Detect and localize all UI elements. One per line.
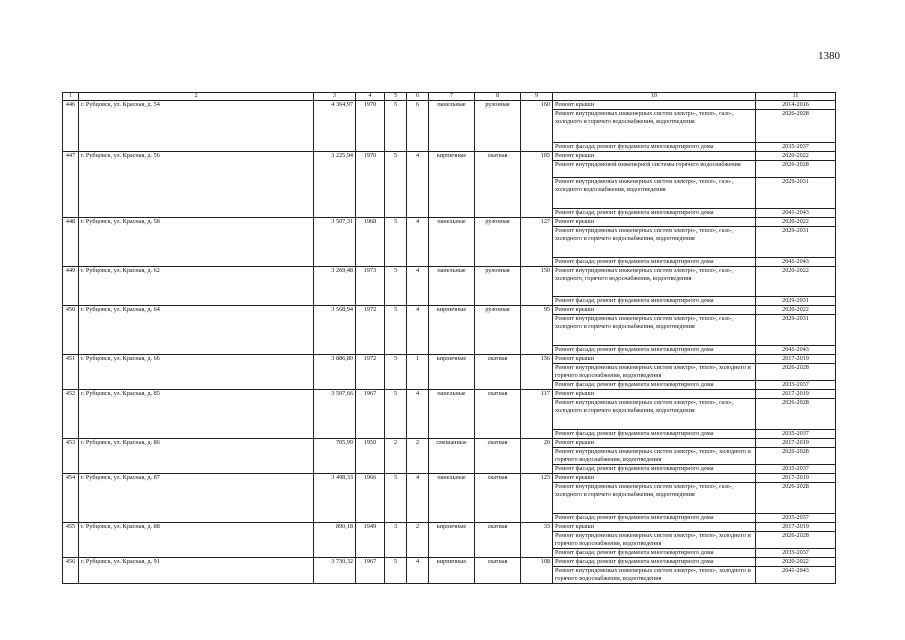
year-cell: 1950 (356, 439, 385, 474)
housing-register-table (62, 92, 836, 584)
repair-period-cell: 2020-2022 (756, 152, 836, 161)
repair-period-cell: 2029-2031 (756, 315, 836, 346)
address-cell: г. Рубцовск, ул. Красная, д. 58 (79, 218, 314, 267)
row-number-cell: 450 (63, 306, 79, 355)
address-cell: г. Рубцовск, ул. Красная, д. 86 (79, 439, 314, 474)
repair-work-cell: Ремонт крыши (553, 439, 756, 448)
repair-work-cell: Ремонт фасада; ремонт фундамента многоквартирного дома (553, 143, 756, 152)
header-cell: 3 (314, 93, 356, 101)
entrances-cell: 4 (407, 390, 429, 439)
floors-cell: 5 (385, 218, 407, 267)
apartments-cell: 127 (521, 218, 553, 267)
repair-period-cell: 2041-2043 (756, 567, 836, 584)
repair-period-cell: 2035-2037 (756, 514, 836, 523)
area-cell: 3 507,31 (314, 218, 356, 267)
area-cell: 3 225,94 (314, 152, 356, 218)
year-cell: 1967 (356, 390, 385, 439)
table-row (63, 474, 836, 483)
repair-period-cell: 2017-2019 (756, 523, 836, 532)
repair-work-cell: Ремонт крыши (553, 355, 756, 364)
repair-work-cell: Ремонт крыши (553, 523, 756, 532)
address-cell: г. Рубцовск, ул. Красная, д. 54 (79, 101, 314, 152)
row-number-cell: 455 (63, 523, 79, 558)
apartments-cell: 160 (521, 101, 553, 152)
header-cell: 9 (521, 93, 553, 101)
page-number: 1380 (818, 50, 840, 62)
address-cell: г. Рубцовск, ул. Красная, д. 85 (79, 390, 314, 439)
repair-period-cell: 2017-2019 (756, 439, 836, 448)
entrances-cell: 6 (407, 101, 429, 152)
row-number-cell: 448 (63, 218, 79, 267)
apartments-cell: 20 (521, 439, 553, 474)
repair-work-cell: Ремонт внутридомовых инженерных систем электро-, тепло-, холодного и горячего водоснабжения, водоотведения (553, 364, 756, 381)
header-cell: 11 (756, 93, 836, 101)
address-cell: г. Рубцовск, ул. Красная, д. 56 (79, 152, 314, 218)
header-cell: 6 (407, 93, 429, 101)
repair-period-cell: 2041-2043 (756, 209, 836, 218)
repair-period-cell: 2035-2037 (756, 430, 836, 439)
header-cell: 8 (475, 93, 521, 101)
repair-period-cell: 2017-2019 (756, 474, 836, 483)
header-cell: 2 (79, 93, 314, 101)
area-cell: 4 364,97 (314, 101, 356, 152)
address-cell: г. Рубцовск, ул. Красная, д. 91 (79, 558, 314, 584)
repair-period-cell: 2029-2031 (756, 227, 836, 258)
walls-material-cell: кирпичные (429, 306, 475, 355)
area-cell: 705,99 (314, 439, 356, 474)
row-number-cell: 451 (63, 355, 79, 390)
year-cell: 1949 (356, 523, 385, 558)
year-cell: 1966 (356, 474, 385, 523)
table-row (63, 218, 836, 227)
apartments-cell: 95 (521, 306, 553, 355)
repair-period-cell: 2035-2037 (756, 143, 836, 152)
repair-work-cell: Ремонт фасада; ремонт фундамента многоквартирного дома (553, 297, 756, 306)
roof-type-cell: скатная (475, 439, 521, 474)
apartments-cell: 156 (521, 355, 553, 390)
repair-work-cell: Ремонт фасада; ремонт фундамента многоквартирного дома (553, 430, 756, 439)
entrances-cell: 4 (407, 558, 429, 584)
repair-work-cell: Ремонт внутридомовых инженерных систем электро-, тепло-, газо-, холодного и горячего водоснабжения, водоотведения (553, 110, 756, 143)
entrances-cell: 4 (407, 152, 429, 218)
repair-period-cell: 2035-2037 (756, 549, 836, 558)
column-number-header-row (63, 93, 836, 101)
walls-material-cell: панельные (429, 101, 475, 152)
address-cell: г. Рубцовск, ул. Красная, д. 87 (79, 474, 314, 523)
row-number-cell: 452 (63, 390, 79, 439)
table-body (63, 93, 836, 584)
entrances-cell: 4 (407, 267, 429, 306)
repair-period-cell: 2020-2022 (756, 218, 836, 227)
table-row (63, 101, 836, 110)
year-cell: 1968 (356, 218, 385, 267)
repair-work-cell: Ремонт фасада; ремонт фундамента многоквартирного дома (553, 465, 756, 474)
year-cell: 1973 (356, 267, 385, 306)
repair-work-cell: Ремонт внутридомовой инженерной системы горячего водоснабжения (553, 161, 756, 178)
repair-work-cell: Ремонт внутридомовых инженерных систем электро-, тепло-, газо-, холодного и горячего водоснабжения, водоотведения (553, 315, 756, 346)
table-row (63, 355, 836, 364)
address-cell: г. Рубцовск, ул. Красная, д. 88 (79, 523, 314, 558)
apartments-cell: 123 (521, 474, 553, 523)
repair-work-cell: Ремонт внутридомовых инженерных систем электро-, тепло-, холодного и горячего водоснабжения, водоотведения (553, 567, 756, 584)
entrances-cell: 2 (407, 439, 429, 474)
row-number-cell: 454 (63, 474, 79, 523)
table-row (63, 390, 836, 399)
roof-type-cell: рулонная (475, 218, 521, 267)
repair-period-cell: 2029-2031 (756, 297, 836, 306)
repair-period-cell: 2017-2019 (756, 390, 836, 399)
repair-period-cell: 2035-2037 (756, 465, 836, 474)
repair-work-cell: Ремонт фасада; ремонт фундамента многоквартирного дома (553, 381, 756, 390)
row-number-cell: 456 (63, 558, 79, 584)
repair-period-cell: 2026-2028 (756, 110, 836, 143)
apartments-cell: 117 (521, 390, 553, 439)
repair-period-cell: 2035-2037 (756, 381, 836, 390)
roof-type-cell: скатная (475, 152, 521, 218)
repair-work-cell: Ремонт внутридомовых инженерных систем электро-, тепло-, газо-, холодного, горячего водоснабжения, водоотведения (553, 267, 756, 297)
roof-type-cell: скатная (475, 355, 521, 390)
walls-material-cell: кирпичные (429, 558, 475, 584)
floors-cell: 5 (385, 152, 407, 218)
row-number-cell: 453 (63, 439, 79, 474)
header-cell: 5 (385, 93, 407, 101)
repair-work-cell: Ремонт внутридомовых инженерных систем электро-, тепло-, газо-, холодного водоснабжения, водоотведения (553, 178, 756, 209)
area-cell: 890,18 (314, 523, 356, 558)
repair-period-cell: 2041-2043 (756, 346, 836, 355)
repair-work-cell: Ремонт внутридомовых инженерных систем электро-, тепло-, газо-, холодного и горячего водоснабжения, водоотведения (553, 227, 756, 258)
repair-period-cell: 2020-2022 (756, 267, 836, 297)
row-number-cell: 447 (63, 152, 79, 218)
entrances-cell: 1 (407, 355, 429, 390)
walls-material-cell: панельные (429, 474, 475, 523)
floors-cell: 2 (385, 439, 407, 474)
repair-work-cell: Ремонт фасада; ремонт фундамента многоквартирного дома (553, 514, 756, 523)
repair-period-cell: 2026-2028 (756, 399, 836, 430)
header-cell: 7 (429, 93, 475, 101)
repair-work-cell: Ремонт фасада; ремонт фундамента многоквартирного дома (553, 258, 756, 267)
table-row (63, 558, 836, 567)
repair-work-cell: Ремонт фасада; ремонт фундамента многоквартирного дома (553, 346, 756, 355)
year-cell: 1970 (356, 101, 385, 152)
repair-work-cell: Ремонт внутридомовых инженерных систем электро-, тепло-, газо-, холодного и горячего водоснабжения, водоотведения (553, 483, 756, 514)
year-cell: 1967 (356, 558, 385, 584)
roof-type-cell: скатная (475, 474, 521, 523)
header-cell: 4 (356, 93, 385, 101)
floors-cell: 5 (385, 474, 407, 523)
roof-type-cell: скатная (475, 390, 521, 439)
repair-work-cell: Ремонт внутридомовых инженерных систем электро-, тепло-, газо-, холодного и горячего водоснабжения, водоотведения (553, 399, 756, 430)
floors-cell: 5 (385, 267, 407, 306)
repair-work-cell: Ремонт крыши (553, 218, 756, 227)
repair-work-cell: Ремонт фасада; ремонт фундамента многоквартирного дома (553, 558, 756, 567)
row-number-cell: 449 (63, 267, 79, 306)
walls-material-cell: панельные (429, 390, 475, 439)
area-cell: 3 269,48 (314, 267, 356, 306)
address-cell: г. Рубцовск, ул. Красная, д. 64 (79, 306, 314, 355)
roof-type-cell: рулонная (475, 306, 521, 355)
repair-period-cell: 2026-2028 (756, 364, 836, 381)
entrances-cell: 4 (407, 474, 429, 523)
repair-period-cell: 2020-2022 (756, 306, 836, 315)
walls-material-cell: смешанные (429, 439, 475, 474)
entrances-cell: 4 (407, 306, 429, 355)
apartments-cell: 33 (521, 523, 553, 558)
entrances-cell: 4 (407, 218, 429, 267)
table-row (63, 152, 836, 161)
table-row (63, 306, 836, 315)
repair-work-cell: Ремонт фасада; ремонт фундамента многоквартирного дома (553, 549, 756, 558)
year-cell: 1970 (356, 152, 385, 218)
roof-type-cell: рулонная (475, 101, 521, 152)
floors-cell: 5 (385, 101, 407, 152)
roof-type-cell: скатная (475, 558, 521, 584)
apartments-cell: 150 (521, 267, 553, 306)
repair-work-cell: Ремонт крыши (553, 152, 756, 161)
repair-period-cell: 2026-2028 (756, 483, 836, 514)
table-row (63, 523, 836, 532)
header-cell: 1 (63, 93, 79, 101)
repair-work-cell: Ремонт крыши (553, 306, 756, 315)
roof-type-cell: рулонная (475, 267, 521, 306)
table-row (63, 267, 836, 297)
repair-work-cell: Ремонт крыши (553, 474, 756, 483)
floors-cell: 5 (385, 306, 407, 355)
entrances-cell: 2 (407, 523, 429, 558)
floors-cell: 5 (385, 390, 407, 439)
area-cell: 3 568,94 (314, 306, 356, 355)
area-cell: 3 498,33 (314, 474, 356, 523)
repair-period-cell: 2017-2019 (756, 355, 836, 364)
repair-work-cell: Ремонт крыши (553, 390, 756, 399)
header-cell: 10 (553, 93, 756, 101)
apartments-cell: 108 (521, 558, 553, 584)
roof-type-cell: скатная (475, 523, 521, 558)
apartments-cell: 105 (521, 152, 553, 218)
repair-period-cell: 2020-2022 (756, 558, 836, 567)
repair-period-cell: 2014-2016 (756, 101, 836, 110)
year-cell: 1972 (356, 355, 385, 390)
repair-work-cell: Ремонт внутридомовых инженерных систем электро-, тепло-, холодного и горячего водоснабжения, водоотведения (553, 448, 756, 465)
repair-period-cell: 2029-2031 (756, 178, 836, 209)
year-cell: 1972 (356, 306, 385, 355)
repair-period-cell: 2041-2043 (756, 258, 836, 267)
walls-material-cell: панельные (429, 218, 475, 267)
table-row (63, 439, 836, 448)
area-cell: 3 507,66 (314, 390, 356, 439)
walls-material-cell: кирпичные (429, 152, 475, 218)
area-cell: 3 730,32 (314, 558, 356, 584)
floors-cell: 5 (385, 355, 407, 390)
repair-work-cell: Ремонт крыши (553, 101, 756, 110)
repair-work-cell: Ремонт внутридомовых инженерных систем электро-, тепло-, холодного и горячего водоснабжения, водоотведения (553, 532, 756, 549)
repair-period-cell: 2026-2028 (756, 161, 836, 178)
address-cell: г. Рубцовск, ул. Красная, д. 62 (79, 267, 314, 306)
area-cell: 3 886,80 (314, 355, 356, 390)
floors-cell: 3 (385, 523, 407, 558)
repair-period-cell: 2026-2028 (756, 532, 836, 549)
walls-material-cell: панельные (429, 267, 475, 306)
repair-work-cell: Ремонт фасада; ремонт фундамента многоквартирного дома (553, 209, 756, 218)
repair-period-cell: 2026-2028 (756, 448, 836, 465)
row-number-cell: 446 (63, 101, 79, 152)
address-cell: г. Рубцовск, ул. Красная, д. 66 (79, 355, 314, 390)
floors-cell: 5 (385, 558, 407, 584)
walls-material-cell: кирпичные (429, 523, 475, 558)
walls-material-cell: кирпичные (429, 355, 475, 390)
